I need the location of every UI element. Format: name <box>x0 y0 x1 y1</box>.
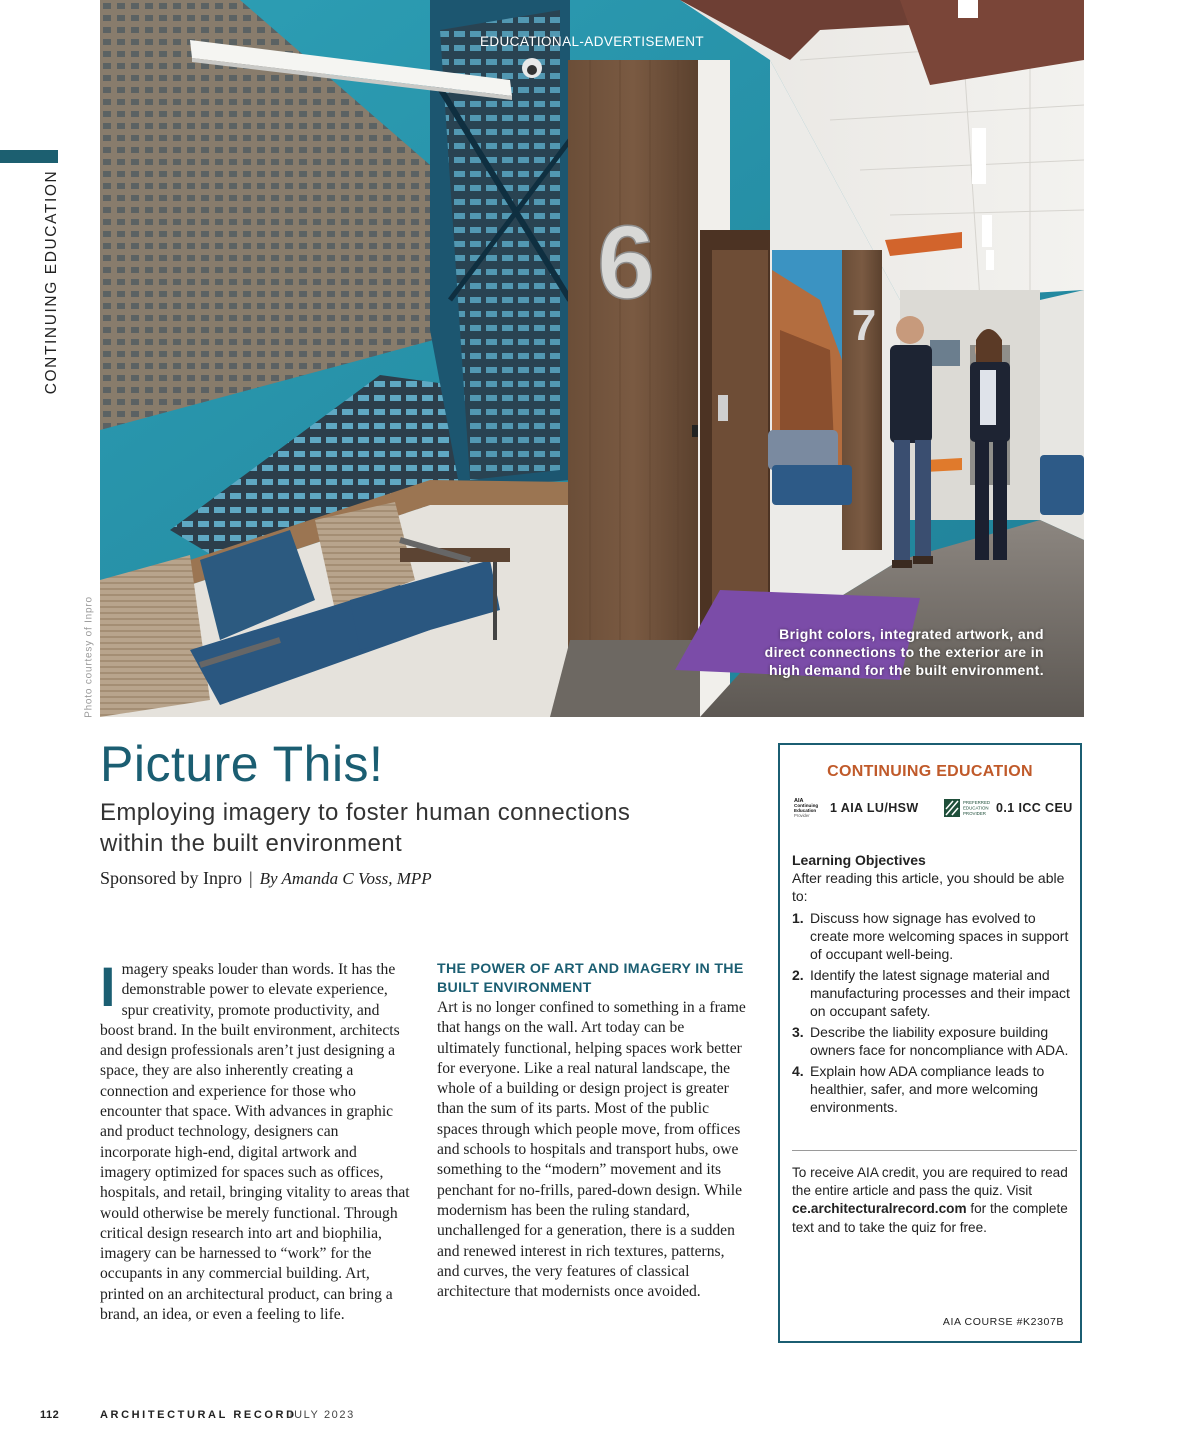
svg-text:Continuing: Continuing <box>794 803 819 808</box>
credit-instructions: To receive AIA credit, you are required to read the entire article and pass the quiz. Visit ce.architecturalrecord.com for the complete text and to take the quiz for free. <box>792 1165 1068 1235</box>
credit-row <box>794 797 1074 819</box>
objective-item: 1. Discuss how signage has evolved to create more welcoming spaces in support of occupant well-being. <box>792 910 1069 962</box>
icc-logo-icon <box>944 797 990 819</box>
box-divider <box>792 1150 1077 1151</box>
door-number-6: 6 <box>597 205 655 321</box>
aia-credit <box>794 797 919 819</box>
author: By Amanda C Voss, MPP <box>259 869 432 888</box>
byline-separator: | <box>249 868 253 888</box>
page-number: 112 <box>40 1409 60 1421</box>
article-title: Picture This! <box>100 736 384 792</box>
ce-box-title: CONTINUING EDUCATION <box>827 763 1033 780</box>
icc-credit-label: 0.1 ICC CEU <box>996 801 1073 815</box>
byline <box>100 868 432 889</box>
body-paragraph-1: magery speaks louder than words. It has the demonstrable power to elevate experience, spur creativity, promote productivity, and boost brand. In the built environment, architects and design professionals aren’t just designing a space, they are also inherently creating a connection and experience for those who encounter that space. With advances in graphic and product technology, designers can incorporate high-end, digital artwork and imagery optimized for spaces such as offices, hospitals, and retail, bringing vitality to areas that would otherwise be merely functional. Through critical design research into art and biophilia, imagery can be harnessed to “work” for the occupants in any commercial building. Art, printed on an architectural product, can bring a brand, an idea, or even a feeling to life. <box>100 961 410 1324</box>
advertisement-label: EDUCATIONAL-ADVERTISEMENT <box>479 34 705 49</box>
article-subtitle: Employing imagery to foster human connections within the built environment <box>100 799 631 857</box>
body-column-1 <box>100 955 410 1325</box>
objective-item: 4. Explain how ADA compliance leads to healthier, safer, and more welcoming environments. <box>792 1063 1045 1115</box>
objectives-intro: After reading this article, you should be able to: <box>792 870 1065 904</box>
svg-text:Provider: Provider <box>794 813 810 818</box>
side-tab-bar <box>0 150 58 163</box>
svg-text:EDUCATION: EDUCATION <box>963 805 989 811</box>
objectives-list <box>792 909 1074 1116</box>
svg-text:PREFERRED: PREFERRED <box>963 800 990 805</box>
aia-credit-label: 1 AIA LU/HSW <box>830 801 919 815</box>
section-heading: THE POWER OF ART AND IMAGERY IN THE BUILT ENVIRONMENT <box>437 961 744 996</box>
icc-credit <box>944 797 1073 819</box>
ce-website-link[interactable]: ce.architecturalrecord.com <box>792 1201 967 1217</box>
page-footer <box>40 1409 355 1421</box>
aia-logo-icon <box>794 797 824 819</box>
objective-item: 2. Identify the latest signage material and manufacturing processes and their impact on occupant safety. <box>792 967 1070 1019</box>
door-number-7: 7 <box>851 301 877 350</box>
body-column-2 <box>437 960 747 1302</box>
svg-text:AIA: AIA <box>794 798 804 804</box>
ce-sidebar-box <box>778 743 1082 1343</box>
magazine-name: ARCHITECTURAL RECORD <box>100 1409 297 1421</box>
svg-text:Education: Education <box>794 808 817 813</box>
drop-cap: I <box>100 955 116 1018</box>
svg-text:PROVIDER: PROVIDER <box>963 811 986 816</box>
body-paragraph-2: Art is no longer confined to something in a frame that hangs on the wall. Art today can be ultimately functional, helping spaces work better for everyone. Like a real natural landscape, the whole of a building or design project is greater than the sum of its parts. Most of the public spaces through which people move, from offices and schools to hospitals and transport hubs, owe something to the “modern” movement and its penchant for no-frills, pared-down design. While modernism has been the ruling standard, unchallenged for a generation, there is a sudden and renewed interest in rich textures, patterns, and curves, the very features of classical architecture that modernists once avoided. <box>437 999 746 1301</box>
objective-item: 3. Describe the liability exposure building owners face for noncompliance with ADA. <box>792 1024 1069 1058</box>
issue-date: JULY 2023 <box>287 1409 355 1421</box>
photo-caption: Bright colors, integrated artwork, and direct connections to the exterior are in high demand for the built environment. <box>764 626 1044 678</box>
course-number: AIA COURSE #K2307B <box>942 1316 1064 1328</box>
learning-objectives <box>792 851 1074 1119</box>
objectives-heading: Learning Objectives <box>792 852 926 868</box>
sponsor: Sponsored by Inpro <box>100 868 242 888</box>
hero-photo <box>100 0 1084 717</box>
